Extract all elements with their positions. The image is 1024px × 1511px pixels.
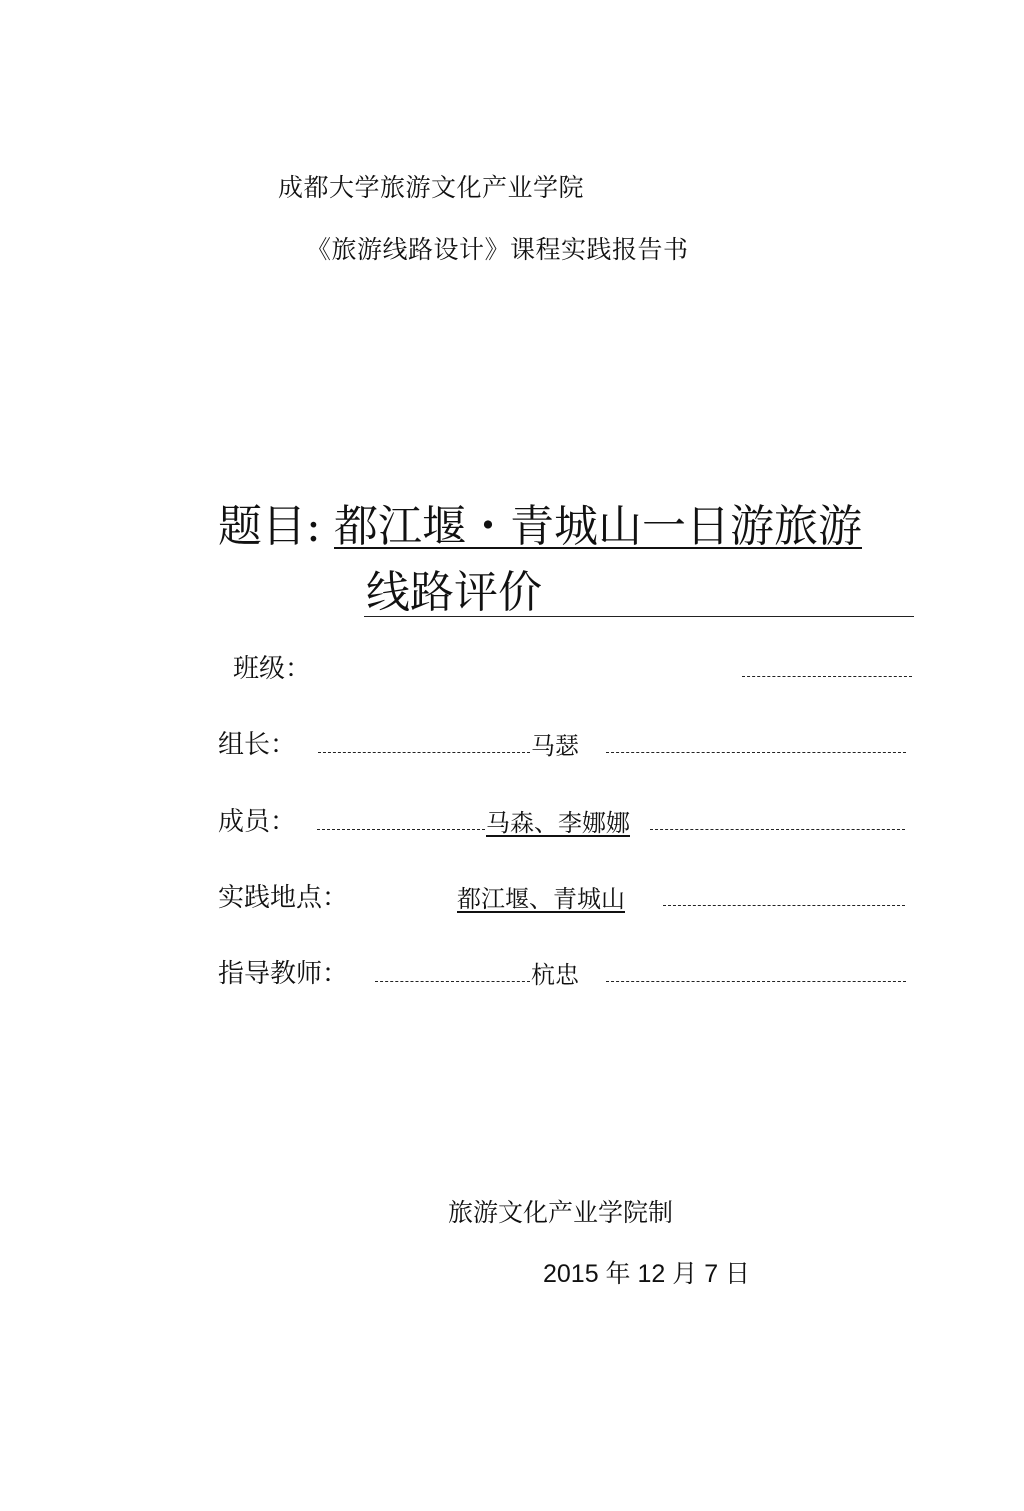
teacher-blank-line-right: [606, 981, 906, 982]
place-label: 实践地点：: [218, 883, 349, 913]
report-date: 2015 年 12 月 7 日: [543, 1260, 751, 1288]
leader-value: 马瑟: [531, 732, 579, 760]
members-blank-line-left: [317, 829, 485, 830]
report-title: 《旅游线路设计》课程实践报告书: [306, 235, 689, 264]
teacher-label: 指导教师：: [218, 959, 349, 989]
topic-label: 题目:: [218, 501, 321, 552]
class-label: 班级：: [233, 654, 312, 684]
university-name: 成都大学旅游文化产业学院: [278, 173, 585, 202]
topic-title-line-2: 线路评价: [366, 567, 542, 618]
leader-blank-line-left: [318, 752, 530, 753]
teacher-value: 杭忠: [531, 961, 579, 989]
members-blank-line-right: [650, 829, 905, 830]
class-blank-line: [742, 676, 912, 677]
topic-underline: [364, 616, 914, 617]
leader-blank-line-right: [606, 752, 906, 753]
members-label: 成员：: [218, 807, 297, 837]
topic-title-line-1: 都江堰・青城山一日游旅游: [334, 501, 862, 552]
place-value: 都江堰、青城山: [457, 885, 625, 913]
issuer-text: 旅游文化产业学院制: [448, 1198, 674, 1227]
members-value: 马森、李娜娜: [486, 809, 630, 837]
leader-label: 组长：: [218, 730, 297, 760]
teacher-blank-line-left: [375, 981, 530, 982]
place-blank-line: [663, 905, 905, 906]
